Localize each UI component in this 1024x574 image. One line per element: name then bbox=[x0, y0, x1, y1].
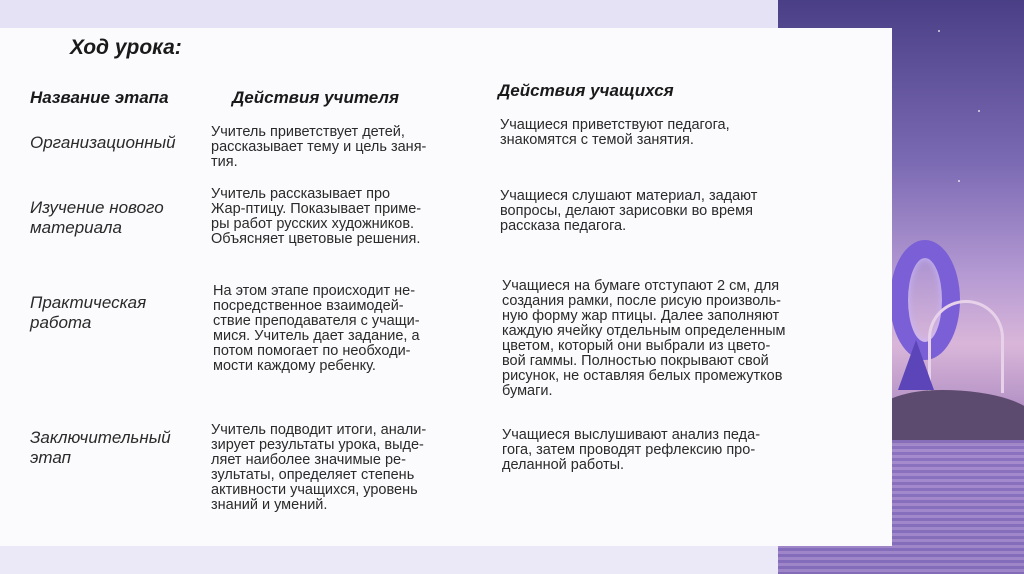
rock-island bbox=[878, 390, 1024, 445]
header-students: Действия учащихся bbox=[498, 81, 674, 100]
teacher-cell: На этом этапе происходит не- посредственное взаимодей- ствие преподавателя с учащи- мися. Учитель дает задание, а потом помогает по необходи- мости каждому ребенку. bbox=[213, 283, 420, 374]
students-cell: Учащиеся слушают материал, задают вопросы, делают зарисовки во время рассказа педагога. bbox=[500, 188, 758, 234]
students-cell: Учащиеся приветствуют педагога, знакомятся с темой занятия. bbox=[500, 117, 730, 148]
students-cell: Учащиеся на бумаге отступают 2 см, для создания рамки, после рисую произволь- ную форму жар птицы. Далее заполняют каждую ячейку отдельным определенным цветом, который они выбрали из цвето- вой гаммы. Полностью покрывают свой рисунок, не оставляя белых промежутков бумаги. bbox=[502, 278, 786, 399]
slide-title: Ход урока: bbox=[70, 36, 182, 59]
arch-shape bbox=[928, 300, 1004, 393]
stage-cell: Практическая работа bbox=[30, 293, 147, 332]
stage-cell: Изучение нового материала bbox=[30, 198, 164, 237]
stage-cell: Организационный bbox=[30, 133, 176, 152]
students-cell: Учащиеся выслушивают анализ педа- гога, затем проводят рефлексию про- деланной работы. bbox=[502, 427, 761, 473]
header-stage: Название этапа bbox=[30, 88, 169, 107]
teacher-cell: Учитель приветствует детей, рассказывает тему и цель заня- тия. bbox=[211, 124, 427, 170]
stage-cell: Заключительный этап bbox=[30, 428, 171, 467]
header-teacher: Действия учителя bbox=[232, 88, 399, 107]
top-band bbox=[0, 0, 778, 30]
cone-shape bbox=[898, 340, 934, 390]
teacher-cell: Учитель рассказывает про Жар-птицу. Показывает приме- ры работ русских художников. Объясняет цветовые решения. bbox=[211, 186, 422, 247]
teacher-cell: Учитель подводит итоги, анали- зирует результаты урока, выде- ляет наиболее значимые ре- зультаты, определяет степень активности учащихся, уровень знаний и умений. bbox=[211, 422, 427, 513]
